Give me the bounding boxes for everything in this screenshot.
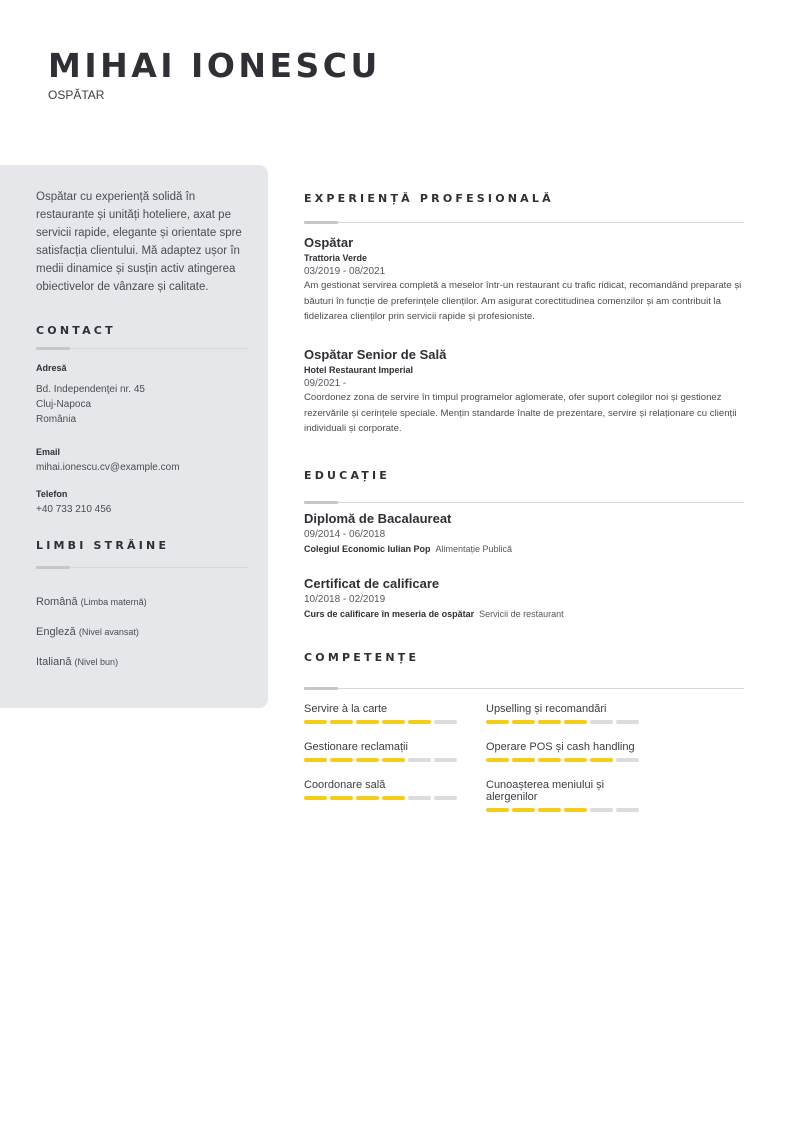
skill-segment-filled [330, 720, 353, 724]
skill-segment-empty [590, 808, 613, 812]
job-dates: 09/2021 - [304, 378, 347, 389]
skill-item [304, 779, 474, 800]
skill-segment-filled [382, 796, 405, 800]
skill-segment-filled [304, 758, 327, 762]
skill-name: Cunoașterea meniului și alergenilor [486, 779, 605, 803]
language-item [36, 596, 248, 608]
skill-segment-empty [408, 758, 431, 762]
skill-segment-filled [512, 808, 535, 812]
skill-item [304, 703, 474, 724]
skill-segment-filled [538, 808, 561, 812]
degree-dates: 10/2018 - 02/2019 [304, 594, 386, 605]
skill-segment-filled [538, 720, 561, 724]
skill-level-bar [486, 758, 656, 762]
skill-segment-filled [512, 758, 535, 762]
education-item [304, 511, 744, 554]
skill-name: Servire à la carte [304, 703, 388, 715]
skill-segment-filled [356, 796, 379, 800]
skill-segment-empty [616, 808, 639, 812]
skill-segment-filled [408, 720, 431, 724]
candidate-role: OSPĂTAR [48, 88, 105, 102]
skill-name: Coordonare sală [304, 779, 386, 791]
language-level: (Nivel bun) [74, 657, 119, 667]
skill-segment-empty [434, 796, 457, 800]
skills-divider [304, 687, 744, 690]
address-label: Adresă [36, 363, 67, 373]
skill-item [486, 741, 656, 762]
job-dates: 03/2019 - 08/2021 [304, 266, 386, 277]
profile-summary: Ospătar cu experiență solidă în restaurante și unități hoteliere, axat pe servicii rapide, elegante și orientate spre satisfacția clientului. Mă adaptez ușor în medii dinamice și susțin activ atingerea obiectivelor de vânzare și calitate. [36, 191, 242, 293]
email-label: Email [36, 447, 61, 457]
language-level: (Limba maternă) [80, 597, 147, 607]
skill-item [486, 703, 656, 724]
skill-segment-filled [564, 808, 587, 812]
phone-label: Telefon [36, 489, 68, 499]
skill-segment-filled [486, 720, 509, 724]
skill-level-bar [486, 720, 656, 724]
skill-segment-filled [564, 758, 587, 762]
skill-segment-filled [564, 720, 587, 724]
skill-segment-empty [590, 720, 613, 724]
skill-item [486, 779, 656, 812]
field-of-study: Servicii de restaurant [479, 609, 564, 619]
languages-divider [36, 566, 248, 569]
skill-segment-filled [486, 808, 509, 812]
skill-segment-filled [304, 796, 327, 800]
skills-heading: COMPETENȚE [304, 651, 420, 664]
skill-segment-filled [486, 758, 509, 762]
address-line: Bd. Independenţei nr. 45 [36, 384, 145, 395]
job-title: Ospătar [304, 235, 354, 250]
skill-segment-filled [304, 720, 327, 724]
field-of-study: Alimentație Publică [435, 544, 513, 554]
address [36, 382, 248, 427]
job-company: Trattoria Verde [304, 253, 368, 263]
skill-segment-empty [616, 720, 639, 724]
job-title: Ospătar Senior de Sală [304, 347, 447, 362]
phone-value: +40 733 210 456 [36, 504, 112, 515]
language-item [36, 656, 248, 668]
skill-segment-filled [330, 796, 353, 800]
skill-segment-filled [330, 758, 353, 762]
skill-segment-empty [434, 758, 457, 762]
skill-level-bar [304, 796, 474, 800]
experience-heading: EXPERIENȚĂ PROFESIONALĂ [304, 192, 554, 205]
degree-title: Certificat de calificare [304, 576, 440, 591]
education-divider [304, 501, 744, 504]
address-line: România [36, 414, 77, 425]
skill-name: Operare POS și cash handling [486, 741, 635, 753]
skill-segment-filled [382, 758, 405, 762]
skill-segment-empty [434, 720, 457, 724]
language-level: (Nivel avansat) [78, 627, 139, 637]
language-name: Română [36, 596, 78, 608]
address-line: Cluj-Napoca [36, 399, 92, 410]
skill-name: Gestionare reclamații [304, 741, 408, 753]
education-item [304, 576, 744, 619]
skill-item [304, 741, 474, 762]
language-item [36, 626, 248, 638]
job-company: Hotel Restaurant Imperial [304, 365, 414, 375]
job-description: Am gestionat servirea completă a meselor într-un restaurant cu trafic ridicat, recomandând preparate și băuturi în funcție de preferințele clienților. Am asigurat corectitudinea comenzilor și am contribuit la fidelizarea clienților prin servicii rapide și profesioniste. [304, 280, 742, 322]
degree-dates: 09/2014 - 06/2018 [304, 529, 386, 540]
experience-divider [304, 221, 744, 224]
degree-title: Diplomă de Bacalaureat [304, 511, 452, 526]
skill-segment-filled [356, 758, 379, 762]
skill-level-bar [486, 808, 656, 812]
language-name: Italiană [36, 656, 72, 668]
experience-item [304, 347, 744, 437]
skill-segment-empty [408, 796, 431, 800]
skill-level-bar [304, 720, 474, 724]
contact-heading: CONTACT [36, 324, 116, 337]
skill-segment-empty [616, 758, 639, 762]
education-heading: EDUCAȚIE [304, 469, 391, 482]
school-name: Curs de calificare în meseria de ospătar [304, 609, 475, 619]
job-description: Coordonez zona de servire în timpul programelor aglomerate, ofer suport colegilor noi și gestionez rezervările și cerințele speciale. Mențin standarde înalte de prezentare, servire și relaționare cu clienții individuali și corporate. [304, 392, 737, 434]
candidate-name: MIHAI IONESCU [48, 46, 381, 85]
skill-segment-filled [538, 758, 561, 762]
skill-level-bar [304, 758, 474, 762]
email-value[interactable]: mihai.ionescu.cv@example.com [36, 462, 180, 473]
language-name: Engleză [36, 626, 76, 638]
experience-item [304, 235, 744, 325]
school-name: Colegiul Economic Iulian Pop [304, 544, 431, 554]
skill-segment-filled [512, 720, 535, 724]
languages-heading: LIMBI STRĂINE [36, 539, 170, 552]
skill-segment-filled [356, 720, 379, 724]
skill-name: Upselling și recomandări [486, 703, 607, 715]
skill-segment-filled [590, 758, 613, 762]
skill-segment-filled [382, 720, 405, 724]
contact-divider [36, 347, 248, 350]
